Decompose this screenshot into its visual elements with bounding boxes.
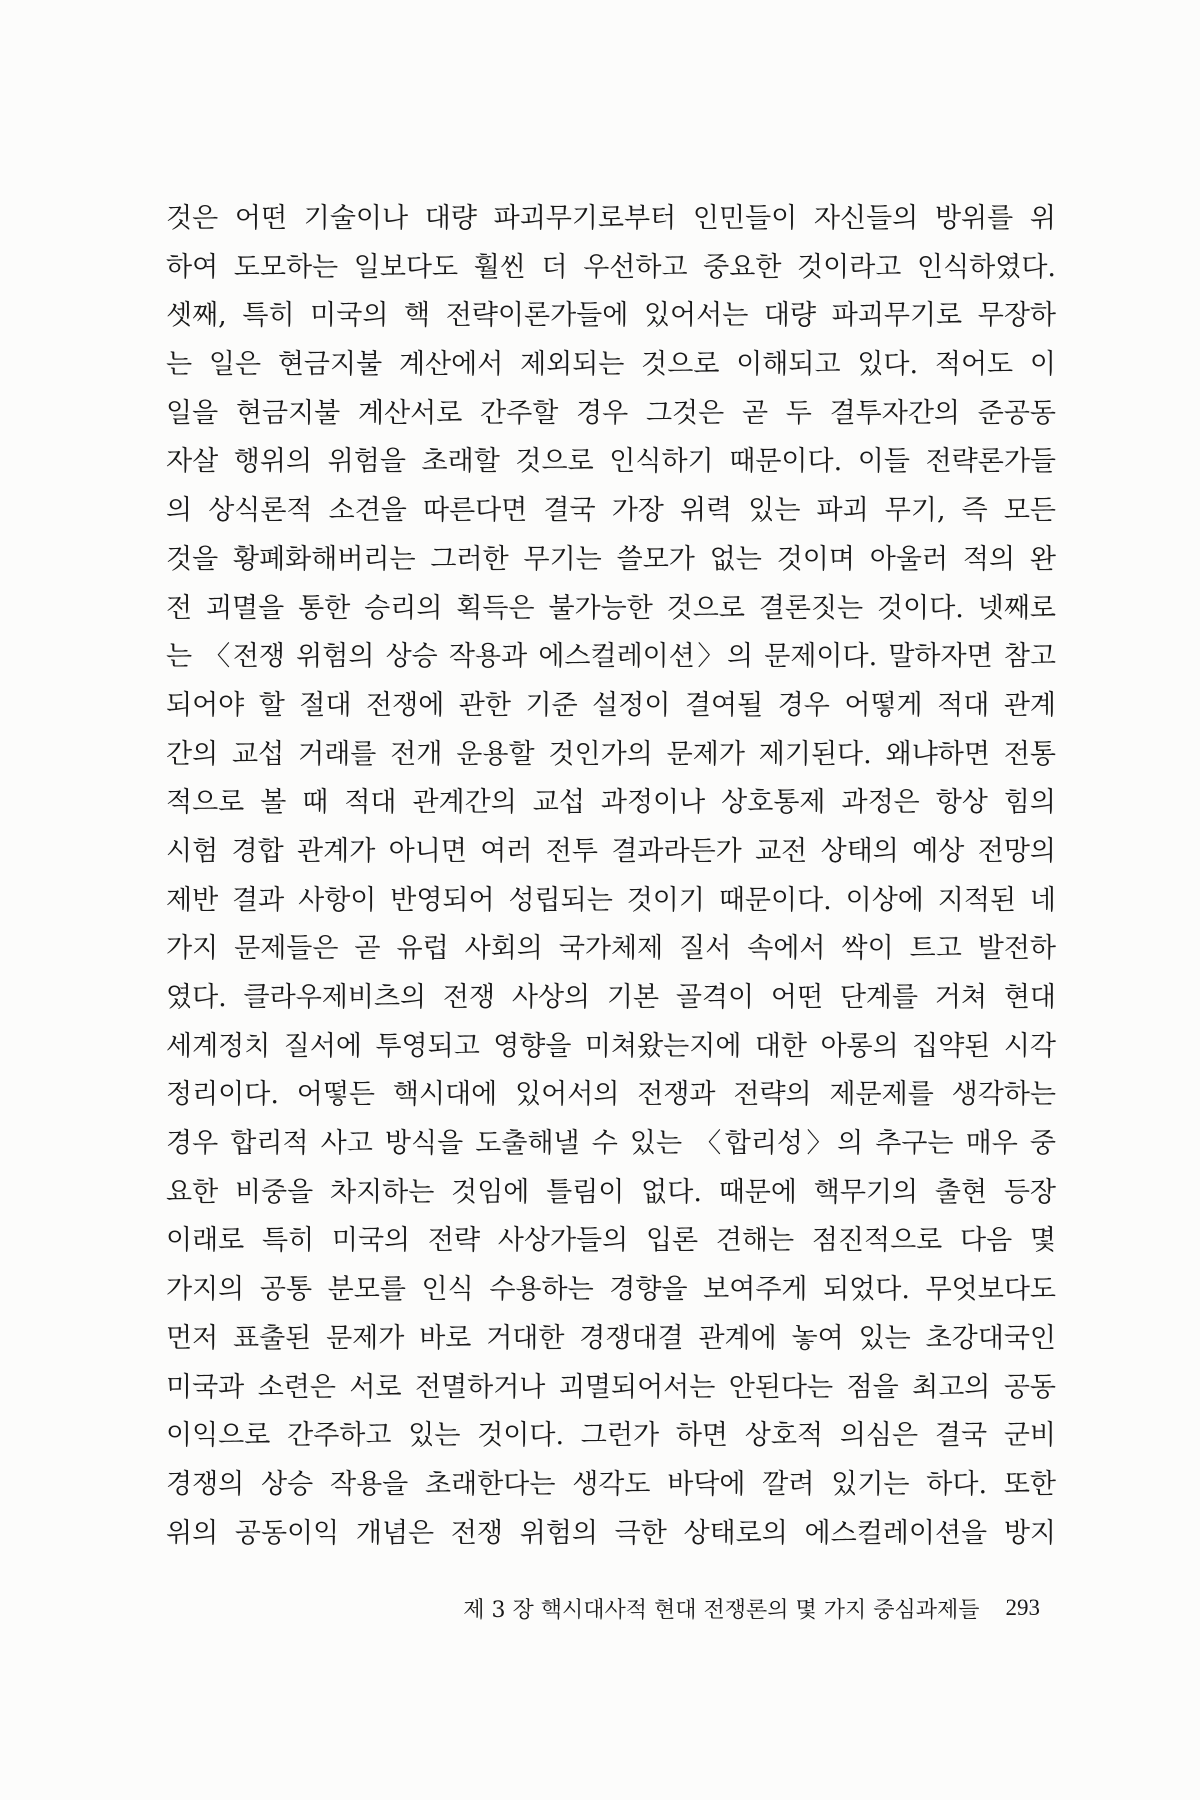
text-line: 이래로 특히 미국의 전략 사상가들의 입론 견해는 점진적으로 다음 몇 [166, 1225, 1056, 1257]
text-line: 자살 행위의 위험을 초래할 것으로 인식하기 때문이다. 이들 전략론가들 [166, 446, 1056, 478]
text-line: 제반 결과 사항이 반영되어 성립되는 것이기 때문이다. 이상에 지적된 네 [166, 884, 1056, 916]
text-line: 는 일은 현금지불 계산에서 제외되는 것으로 이해되고 있다. 적어도 이 [166, 349, 1056, 381]
text-line: 것을 황폐화해버리는 그러한 무기는 쓸모가 없는 것이며 아울러 적의 완 [166, 543, 1056, 575]
text-line: 시험 경합 관계가 아니면 여러 전투 결과라든가 교전 상태의 예상 전망의 [166, 835, 1056, 867]
text-line: 되어야 할 절대 전쟁에 관한 기준 설정이 결여될 경우 어떻게 적대 관계 [166, 689, 1056, 721]
text-line: 의 상식론적 소견을 따른다면 결국 가장 위력 있는 파괴 무기, 즉 모든 [166, 495, 1056, 527]
body-text [166, 195, 1056, 1558]
text-line: 가지 문제들은 곧 유럽 사회의 국가체제 질서 속에서 싹이 트고 발전하 [166, 933, 1056, 965]
text-line: 전 괴멸을 통한 승리의 획득은 불가능한 것으로 결론짓는 것이다. 넷째로 [166, 592, 1056, 624]
page-footer [380, 1588, 1040, 1628]
text-line: 셋째, 특히 미국의 핵 전략이론가들에 있어서는 대량 파괴무기로 무장하 [166, 300, 1056, 332]
text-line: 정리이다. 어떻든 핵시대에 있어서의 전쟁과 전략의 제문제를 생각하는 [166, 1079, 1056, 1111]
text-line: 적으로 볼 때 적대 관계간의 교섭 과정이나 상호통제 과정은 항상 힘의 [166, 787, 1056, 819]
text-line: 였다. 클라우제비츠의 전쟁 사상의 기본 골격이 어떤 단계를 거쳐 현대 [166, 982, 1056, 1013]
text-line: 간의 교섭 거래를 전개 운용할 것인가의 문제가 제기된다. 왜냐하면 전통 [166, 738, 1056, 770]
page-number: 293 [1005, 1595, 1040, 1620]
text-line: 이익으로 간주하고 있는 것이다. 그런가 하면 상호적 의심은 결국 군비 [166, 1420, 1056, 1452]
text-line: 요한 비중을 차지하는 것임에 틀림이 없다. 때문에 핵무기의 출현 등장 [166, 1176, 1056, 1208]
text-line: 하여 도모하는 일보다도 훨씬 더 우선하고 중요한 것이라고 인식하였다. [166, 251, 1056, 283]
text-line: 일을 현금지불 계산서로 간주할 경우 그것은 곧 두 결투자간의 준공동 [166, 397, 1056, 429]
text-line: 경우 합리적 사고 방식을 도출해낼 수 있는 〈합리성〉의 추구는 매우 중 [166, 1128, 1056, 1160]
text-line: 위의 공동이익 개념은 전쟁 위험의 극한 상태로의 에스컬레이션을 방지 [166, 1517, 1056, 1549]
text-line: 것은 어떤 기술이나 대량 파괴무기로부터 인민들이 자신들의 방위를 위 [166, 203, 1056, 234]
text-line: 가지의 공통 분모를 인식 수용하는 경향을 보여주게 되었다. 무엇보다도 [166, 1274, 1056, 1306]
text-line: 미국과 소련은 서로 전멸하거나 괴멸되어서는 안된다는 점을 최고의 공동 [166, 1371, 1056, 1403]
text-line: 는 〈전쟁 위험의 상승 작용과 에스컬레이션〉의 문제이다. 말하자면 참고 [166, 641, 1056, 673]
text-line: 먼저 표출된 문제가 바로 거대한 경쟁대결 관계에 놓여 있는 초강대국인 [166, 1322, 1056, 1354]
text-line: 경쟁의 상승 작용을 초래한다는 생각도 바닥에 깔려 있기는 하다. 또한 [166, 1468, 1056, 1500]
text-line: 세계정치 질서에 투영되고 영향을 미쳐왔는지에 대한 아롱의 집약된 시각 [166, 1030, 1056, 1062]
running-head: 제 3 장 핵시대사적 현대 전쟁론의 몇 가지 중심과제들 [463, 1597, 980, 1623]
